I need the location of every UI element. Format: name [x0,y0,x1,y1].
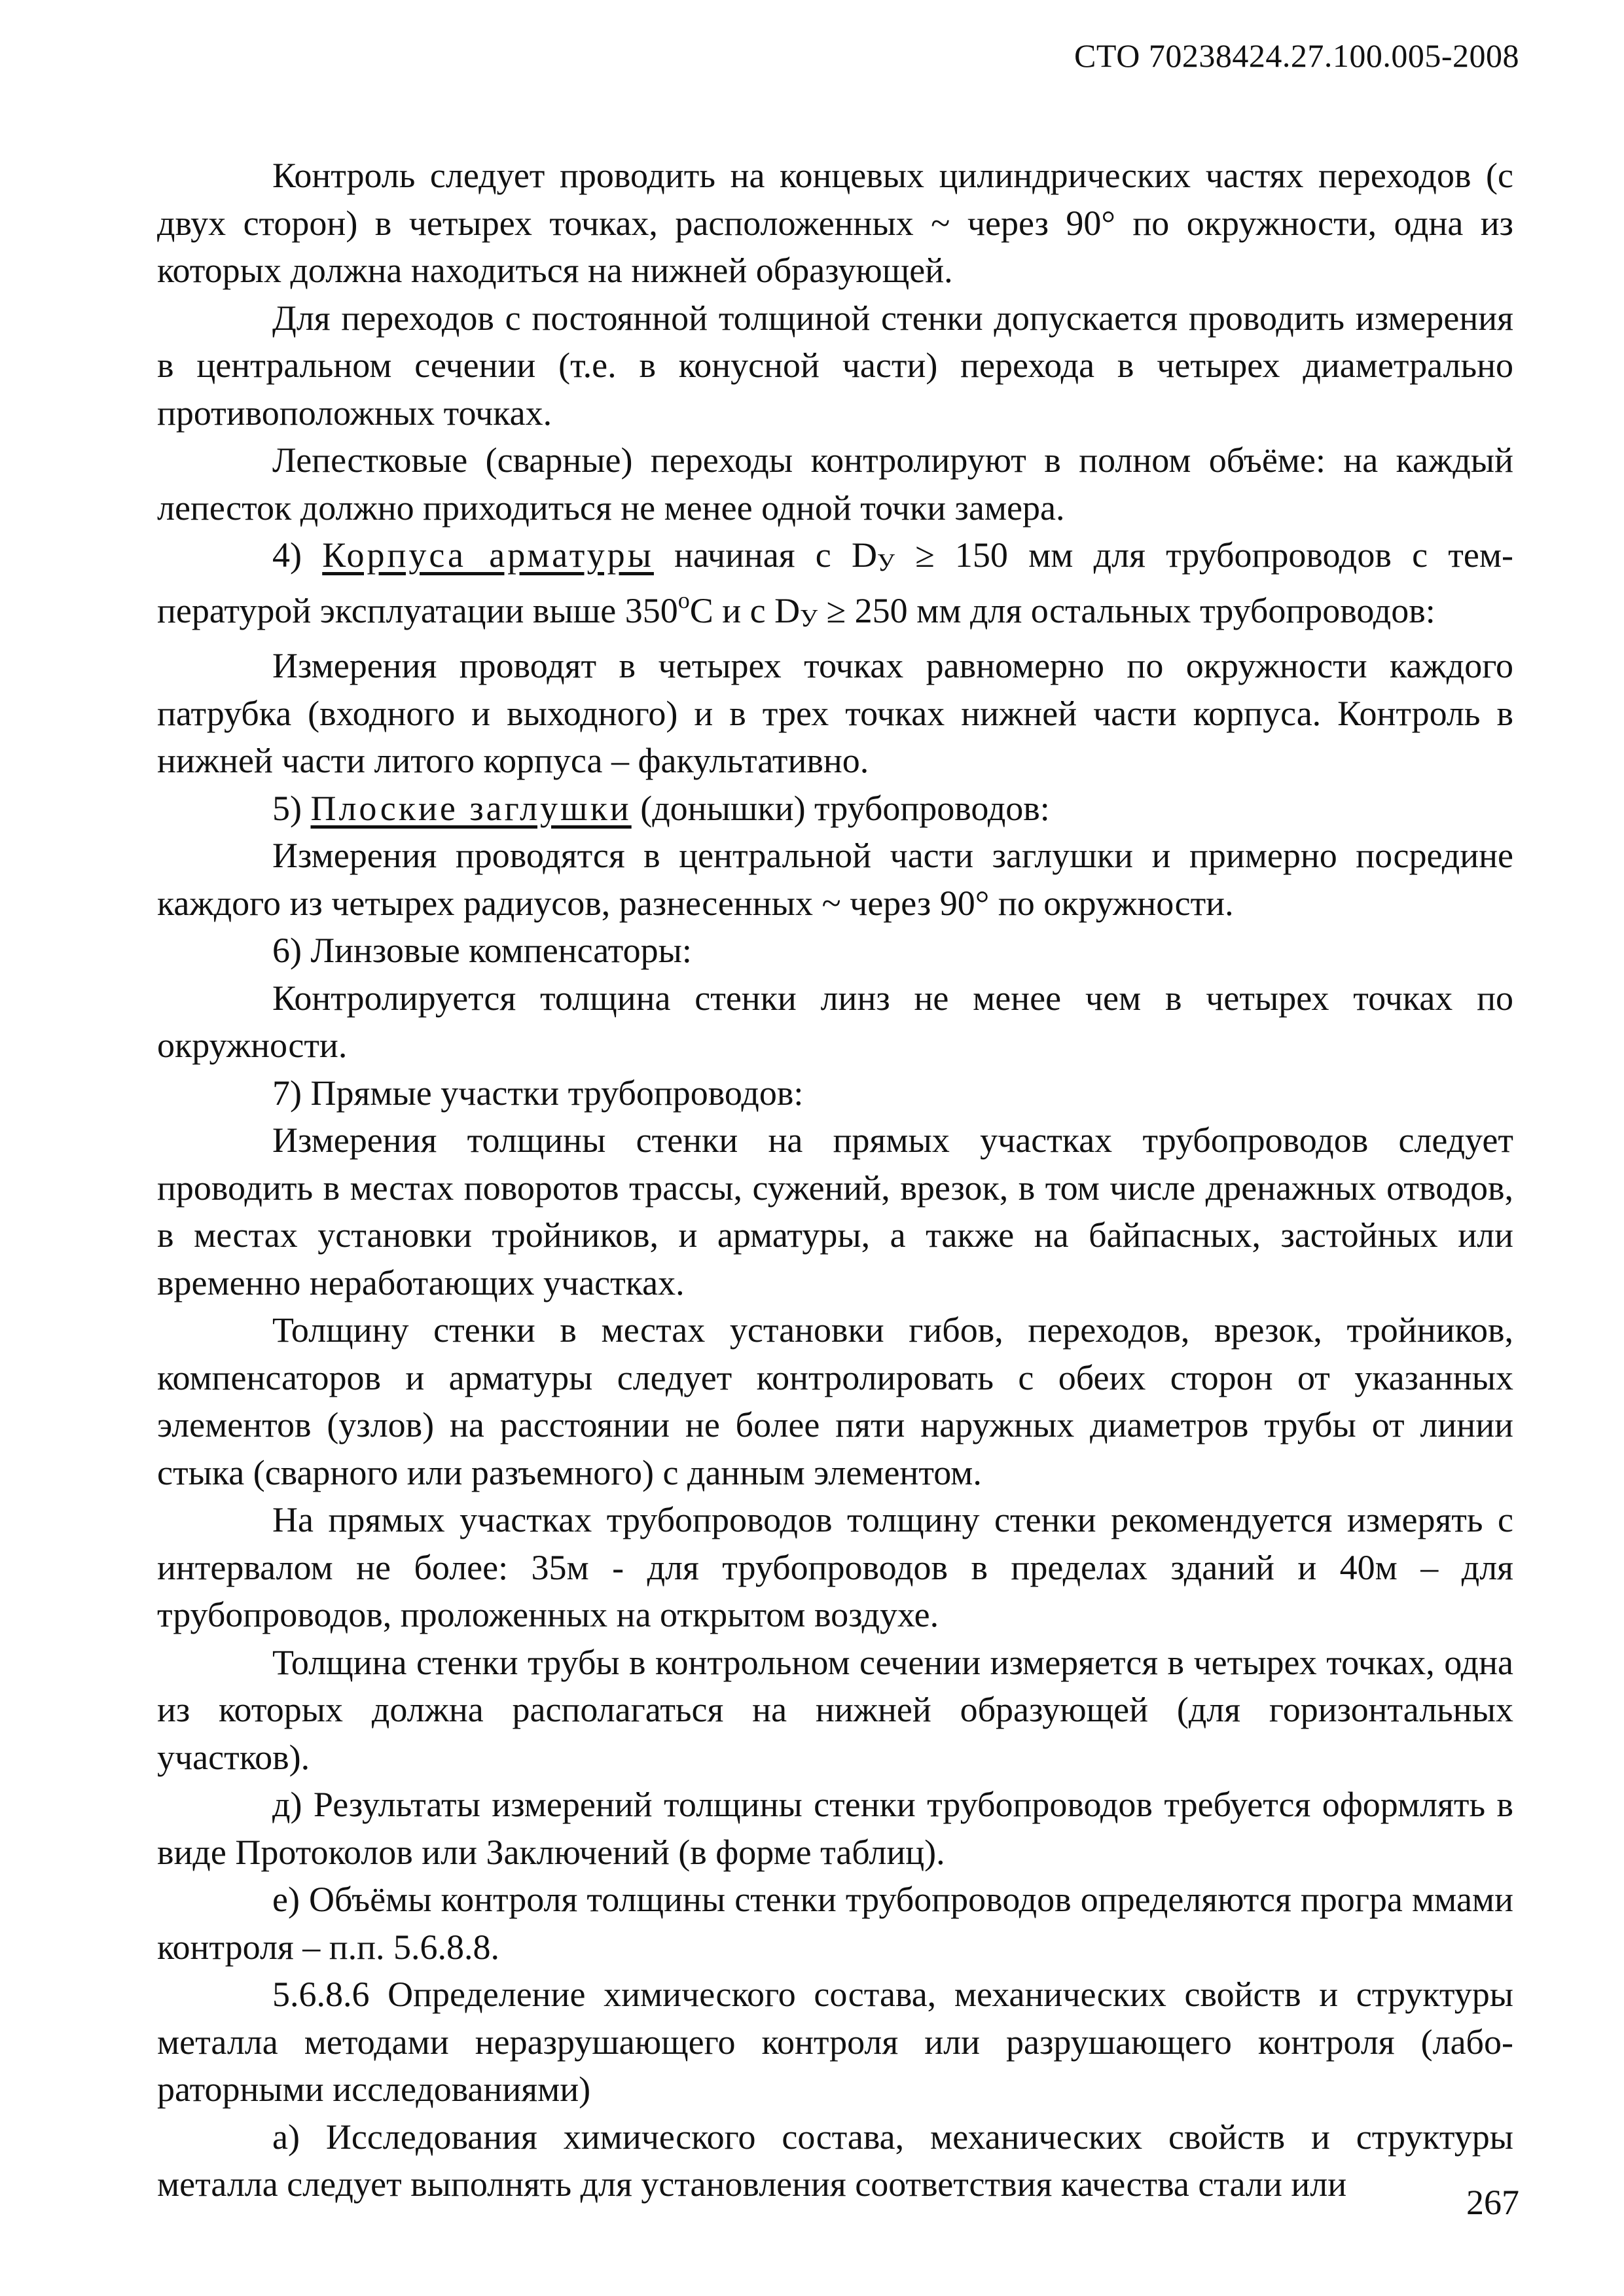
text-run: С и с D [689,590,801,630]
paragraph: Контроль следует проводить на концевых цилиндрических частях переходов (с двух сторон) в четырех точках, расположенных ~ через 90° по окружности, одна из которых должна находиться на нижней образующей. [157,156,1513,290]
paragraph: е) Объёмы контроля толщины стенки трубопроводов определяются програ ммами контроля – п.п. 5.6.8.8. [157,1880,1513,1967]
list-number: 4) [272,535,323,575]
paragraph: Контролируется толщина стенки линз не менее чем в четырех точках по окружности. [157,978,1513,1065]
paragraph: а) Исследования химического состава, механических свойств и структуры металла следует выполнять для установления соответствия качества стали или [157,2117,1513,2204]
paragraph: Толщина стенки трубы в контрольном сечении измеряется в четырех точках, одна из которых должна располагаться на нижней образующей (для горизонтальных участков). [157,1642,1513,1777]
paragraph: Лепестковые (сварные) переходы контролируют в полном объёме: на каждый лепесток должно приходиться не менее одной точки замера. [157,440,1513,528]
paragraph: Измерения проводятся в центральной части заглушки и примерно посредине каждого из четырех радиусов, разнесенных ~ через 90° по окружности. [157,836,1513,923]
text-run: начиная с D [653,535,877,575]
paragraph: Для переходов с постоянной толщиной стенки допускается проводить измерения в центральном сечении (т.е. в конусной части) перехода в четырех диаметрально противоположных точках. [157,298,1513,433]
subscript: У [800,604,818,632]
paragraph: На прямых участках трубопроводов толщину стенки рекомендуется измерять с интервалом не более: 35м - для трубопроводов в пределах зданий и 40м – для трубопроводов, проложенных на открытом воздухе. [157,1500,1513,1634]
paragraph: д) Результаты измерений толщины стенки трубопроводов требуется оформлять в виде Протоколов или Заключений (в форме таблиц). [157,1785,1513,1872]
paragraph: 6) Линзовые компенсаторы: [272,931,692,970]
text-run: ≥ 250 мм для остальных трубопроводов: [818,590,1435,630]
paragraph: Измерения проводят в четырех точках равномерно по окружности каждого патрубка (входного и выходного) и в трех точках нижней части корпуса. Контроль в нижней части литого корпуса – факультативно. [157,646,1513,780]
document-body [157,152,1513,2208]
text-run: (донышки) трубопроводов: [631,788,1050,828]
paragraph-flat-caps [157,785,1513,833]
paragraph: Толщину стенки в местах установки гибов, переходов, врезок, тройников, компенсаторов и арматуры следует контролировать с обеих сторон от указанных элементов (узлов) на расстоянии не более пяти наружных диаметров трубы от линии стыка (сварного или разъемного) с данным элементом. [157,1310,1513,1492]
paragraph-valve-bodies [157,531,1513,642]
page-number: 267 [1466,2183,1519,2222]
paragraph: 7) Прямые участки трубопроводов: [272,1073,804,1113]
paragraph: Измерения толщины стенки на прямых участках трубопроводов следует проводить в местах поворотов трассы, сужений, врезок, в том числе дренажных отводов, в местах установки тройников, и арматуры, а также на байпасных, застойных или временно неработающих участках. [157,1121,1513,1302]
section-heading-5-6-8-6: 5.6.8.6 Определение химического состава, механических свойств и структуры металла методами неразрушающего контроля или разрушающего контроля (лабораторными исследованиями) [157,1975,1513,2109]
subscript: У [876,549,895,577]
document-code-header: СТО 70238424.27.100.005-2008 [1074,37,1519,74]
underlined-term: Плоские заглушки [310,788,632,828]
underlined-term: Корпуса арматуры [322,535,654,575]
list-number: 5) [272,788,311,828]
text-run: ≥ 150 мм для трубопроводов с температурой эксплуатации выше 350 [157,535,1513,630]
degree-superscript: о [677,586,690,613]
